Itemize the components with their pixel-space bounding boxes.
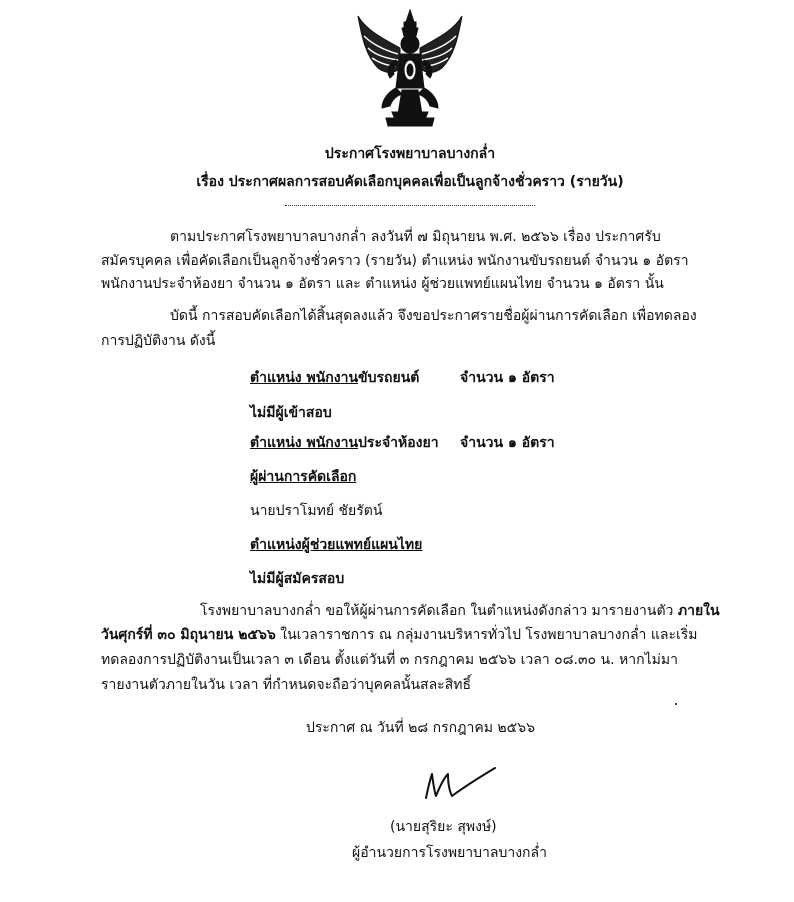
report-line-2 — [101, 625, 698, 645]
org-title: ประกาศโรงพยาบาลบางกล่ำ — [324, 146, 496, 162]
position-3-result: ไม่มีผู้สมัครสอบ — [250, 571, 345, 587]
announce-date: ประกาศ ณ วันที่ ๒๘ กรกฎาคม ๒๕๖๖ — [306, 720, 536, 736]
report-line-2-text: ในเวลาราชการ ณ กลุ่มงานบริหารทั่วไป โรงพยาบาลบางกล่ำ และเริ่ม — [275, 627, 698, 643]
signature-icon — [420, 760, 500, 805]
intro-line-3: พนักงานประจำห้องยา จำนวน ๑ อัตรา และ ตำแหน่ง ผู้ช่วยแพทย์แผนไทย จำนวน ๑ อัตรา นั้น — [101, 276, 664, 292]
position-1-result: ไม่มีผู้เข้าสอบ — [250, 405, 332, 421]
position-2-title-underlined: ตำแหน่ง พนักงาน — [250, 435, 359, 451]
position-2-person: นายปราโมทย์ ชัยรัตน์ — [250, 503, 383, 519]
position-1-title-underlined: ตำแหน่ง พนักงาน — [250, 370, 359, 386]
signer-name: (นายสุริยะ สุพงษ์) — [390, 819, 497, 835]
garuda-emblem-icon — [352, 8, 468, 128]
signer-title: ผู้อำนวยการโรงพยาบาลบางกล่ำ — [352, 845, 547, 861]
position-1-title — [250, 368, 419, 388]
now-line-1: บัดนี้ การสอบคัดเลือกได้สิ้นสุดลงแล้ว จึงขอประกาศรายชื่อผู้ผ่านการคัดเลือก เพื่อทดลอง — [170, 308, 697, 324]
position-2-count: จำนวน ๑ อัตรา — [460, 435, 555, 451]
position-3-title: ตำแหน่งผู้ช่วยแพทย์แผนไทย — [250, 537, 423, 553]
divider-dots — [285, 205, 535, 206]
report-line-3: ทดลองการปฏิบัติงานเป็นเวลา ๓ เดือน ตั้งแต่วันที่ ๓ กรกฎาคม ๒๕๖๖ เวลา ๐๘.๓๐ น. หากไม่มา — [101, 652, 678, 668]
position-2-passed-label: ผู้ผ่านการคัดเลือก — [250, 469, 357, 485]
position-2-title-rest: ประจำห้องยา — [358, 435, 439, 451]
report-line-2-bold: วันศุกร์ที่ ๓๐ มิถุนายน ๒๕๖๖ — [101, 627, 276, 643]
report-line-1-text: โรงพยาบาลบางกล่ำ ขอให้ผู้ผ่านการคัดเลือก ในตำแหน่งดังกล่าว มารายงานตัว — [200, 603, 678, 619]
subject-title: เรื่อง ประกาศผลการสอบคัดเลือกบุคคลเพื่อเป็นลูกจ้างชั่วคราว (รายวัน) — [196, 174, 624, 190]
stray-mark — [675, 703, 677, 705]
intro-line-1: ตามประกาศโรงพยาบาลบางกล่ำ ลงวันที่ ๗ มิถุนายน พ.ศ. ๒๕๖๖ เรื่อง ประกาศรับ — [170, 229, 661, 245]
report-line-4: รายงานตัวภายในวัน เวลา ที่กำหนดจะถือว่าบุคคลนั้นสละสิทธิ์ — [101, 677, 472, 693]
position-1-count: จำนวน ๑ อัตรา — [460, 370, 555, 386]
now-line-2: การปฏิบัติงาน ดังนี้ — [101, 333, 216, 349]
intro-line-2: สมัครบุคคล เพื่อคัดเลือกเป็นลูกจ้างชั่วคราว (รายวัน) ตำแหน่ง พนักงานขับรถยนต์ จำนวน ๑ อัตรา — [101, 253, 689, 269]
report-line-1-bold: ภายใน — [677, 603, 720, 619]
position-1-title-rest: ขับรถยนต์ — [358, 370, 420, 386]
report-line-1 — [200, 601, 720, 621]
position-2-title — [250, 433, 439, 453]
